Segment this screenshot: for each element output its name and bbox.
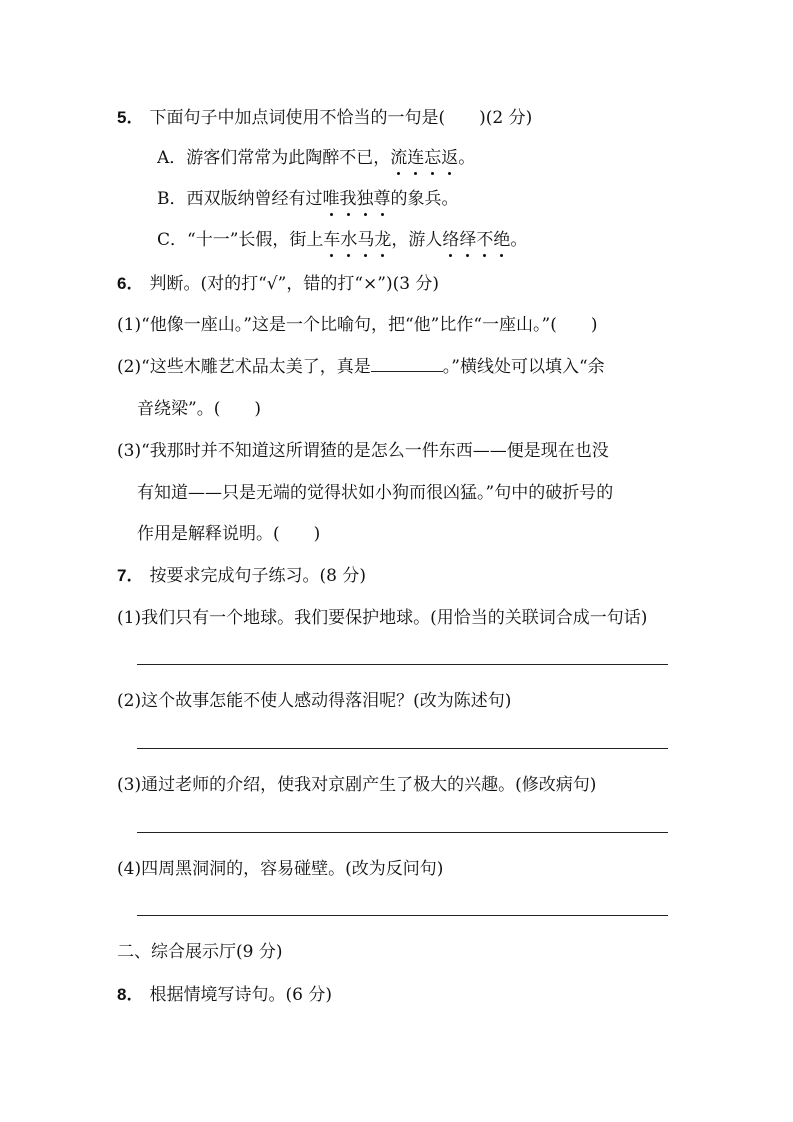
question-text: 下面句子中加点词使用不恰当的一句是( )(2 分)	[149, 108, 533, 128]
option-c: C．“十一”长假，街上车水马龙，游人络绎不绝。	[157, 230, 528, 250]
q6-item-3-cont: 有知道——只是无端的觉得状如小狗而很凶猛。”句中的破折号的	[137, 483, 614, 503]
question-8	[117, 983, 332, 1007]
dotted-word: 络绎不绝	[442, 230, 511, 250]
q6-item-1: (1)“他像一座山。”这是一个比喻句，把“他”比作“一座山。”( )	[117, 315, 598, 335]
q7-item-2: (2)这个故事怎能不使人感动得落泪呢？(改为陈述句)	[117, 691, 512, 711]
question-number: 8．	[117, 985, 144, 1004]
section-heading: 二、综合展示厅(9 分)	[117, 942, 283, 962]
question-number: 6．	[117, 274, 144, 293]
question-text: 根据情境写诗句。(6 分)	[149, 985, 332, 1005]
question-text: 判断。(对的打“√”，错的打“×”)(3 分)	[149, 274, 440, 294]
q6-item-2: (2)“这些木雕艺术品太美了，真是 。”横线处可以填入“余	[117, 357, 605, 377]
q6-item-3-cont: 作用是解释说明。( )	[137, 524, 321, 544]
answer-line[interactable]	[137, 915, 668, 916]
dotted-word: 车水马龙	[323, 230, 392, 250]
q7-item-3: (3)通过老师的介绍，使我对京剧产生了极大的兴趣。(修改病句)	[117, 775, 597, 795]
fill-blank[interactable]	[371, 355, 443, 372]
question-6	[117, 272, 439, 296]
q6-item-3: (3)“我那时并不知道这所谓猹的是怎么一件东西——便是现在也没	[117, 441, 609, 461]
q7-item-4: (4)四周黑洞洞的，容易碰壁。(改为反问句)	[117, 859, 444, 879]
q6-item-2-cont: 音绕梁”。( )	[137, 399, 261, 419]
question-number: 5．	[117, 108, 144, 127]
dotted-word: 流连忘返	[390, 148, 459, 168]
answer-line[interactable]	[137, 664, 668, 665]
option-a: A．游客们常常为此陶醉不已，流连忘返。	[157, 148, 476, 168]
question-text: 按要求完成句子练习。(8 分)	[149, 566, 366, 586]
answer-line[interactable]	[137, 748, 668, 749]
answer-line[interactable]	[137, 832, 668, 833]
q7-item-1: (1)我们只有一个地球。我们要保护地球。(用恰当的关联词合成一句话)	[117, 608, 648, 628]
dotted-word: 唯我独尊	[322, 189, 391, 209]
question-number: 7．	[117, 566, 144, 585]
question-7	[117, 564, 366, 588]
question-5	[117, 106, 532, 130]
option-b: B．西双版纳曾经有过唯我独尊的象兵。	[157, 189, 459, 209]
